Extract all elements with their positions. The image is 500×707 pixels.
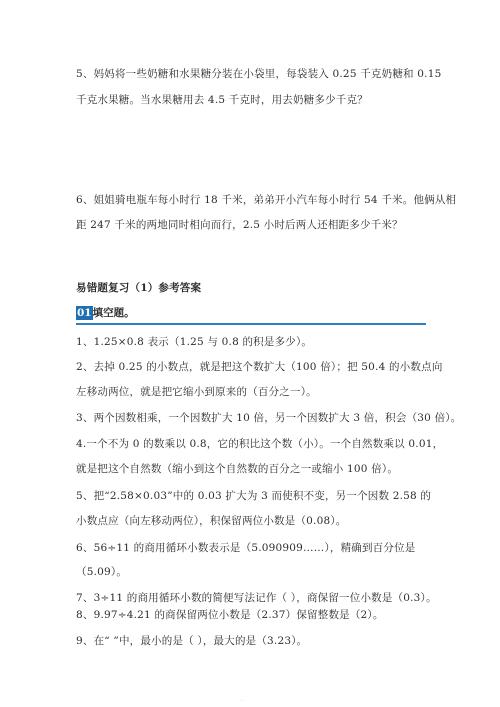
section-header bbox=[76, 306, 135, 320]
answer-line: 小数点应（向左移动两位），积保留两位小数是（0.08）。 bbox=[76, 515, 347, 527]
problem-6-line-2: 距 247 千米的两地同时相向而行，2.5 小时后两人还相距多少千米？ bbox=[76, 219, 403, 231]
answer-line: 左移动两位，就是把它缩小到原来的（百分之一）。 bbox=[76, 386, 317, 398]
answer-line: （5.09）。 bbox=[76, 566, 128, 578]
answer-line: 6、56÷11 的商用循环小数表示是（5.090909……），精确到百分位是 bbox=[76, 542, 416, 554]
answer-line: 5、把“2.58×0.03”中的 0.03 扩大为 3 而使积不变，另一个因数 2.58 的 bbox=[76, 490, 432, 502]
answer-line: 2、去掉 0.25 的小数点，就是把这个数扩大（100 倍）；把 50.4 的小数点向 bbox=[76, 361, 443, 373]
answers-heading: 易错题复习（1）参考答案 bbox=[76, 282, 202, 294]
answer-line: 8、9.97÷4.21 的商保留两位小数是（2.37）保留整数是（2）。 bbox=[76, 609, 384, 621]
problem-5-line-2: 千克水果糖。当水果糖用去 4.5 千克时，用去奶糖多少千克？ bbox=[76, 94, 368, 106]
page-footer-mark: ·· bbox=[240, 698, 244, 705]
answer-line: 3、两个因数相乘，一个因数扩大 10 倍，另一个因数扩大 3 倍，积会（30 倍）。 bbox=[76, 412, 462, 424]
section-number-badge: 01 bbox=[77, 307, 92, 319]
answer-line: 9、在“ ”中，最小的是（ ），最大的是（3.23）。 bbox=[76, 635, 308, 647]
answer-line: 就是把这个自然数（缩小到这个自然数的百分之一或缩小 100 倍）。 bbox=[76, 463, 399, 475]
section-divider bbox=[76, 323, 426, 325]
problem-5-line-1: 5、妈妈将一些奶糖和水果糖分装在小袋里，每袋装入 0.25 千克奶糖和 0.15 bbox=[76, 68, 442, 80]
answer-line: 1、1.25×0.8 表示（1.25 与 0.8 的积是多少）。 bbox=[76, 336, 313, 348]
answer-line: 4.一个不为 0 的数乘以 0.8，它的积比这个数（小）。一个自然数乘以 0.01， bbox=[76, 438, 444, 450]
section-label: 填空题。 bbox=[92, 307, 135, 319]
problem-6-line-1: 6、姐姐骑电瓶车每小时行 18 千米，弟弟开小汽车每小时行 54 千米。他俩从相 bbox=[76, 194, 457, 206]
answer-line: 7、3÷11 的商用循环小数的简便写法记作（ ），商保留一位小数是（0.3）。 bbox=[76, 592, 437, 604]
